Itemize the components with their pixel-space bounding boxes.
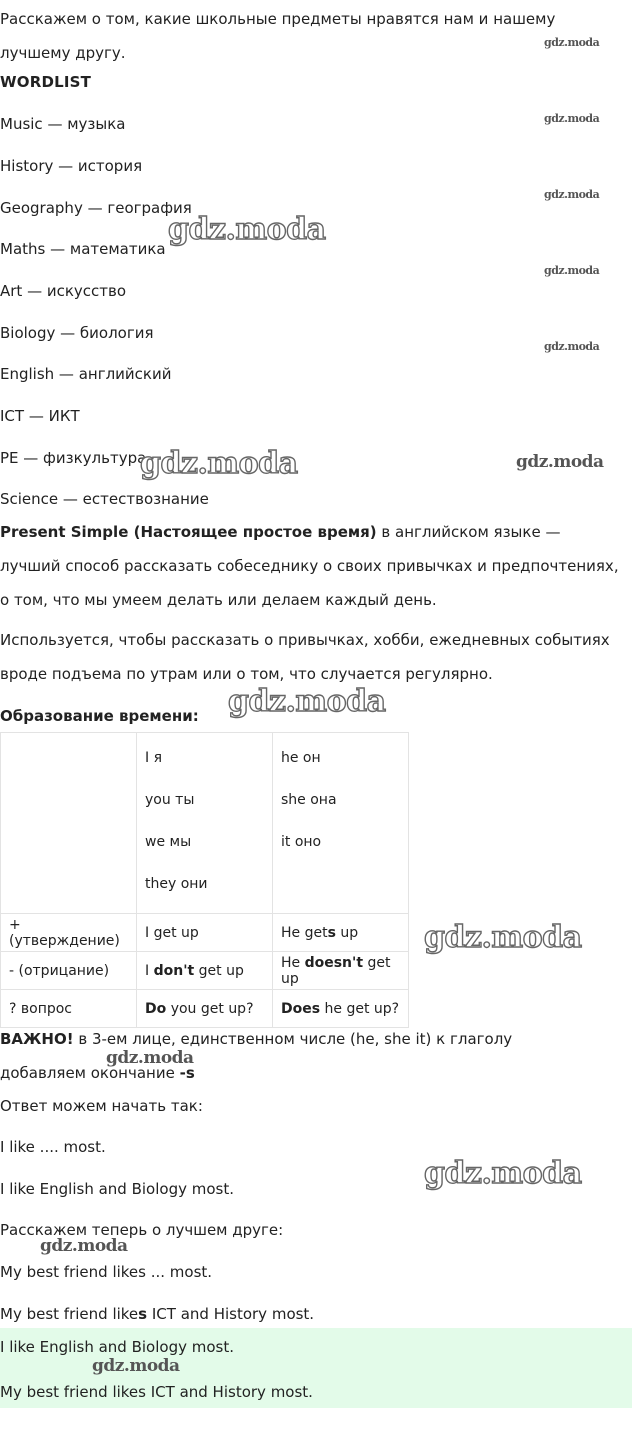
table-cell: Does he get up?	[273, 990, 409, 1028]
pronoun: it оно	[281, 834, 322, 850]
tense-table	[0, 732, 409, 1028]
table-cell: I don't get up	[137, 952, 273, 990]
friend-intro-text: Расскажем теперь о лучшем друге:	[0, 1221, 284, 1239]
watermark-logo: gdz.moda	[544, 112, 600, 125]
present-simple-description: в английском языке — лучший способ рассказать собеседнику о своих привычках и предпочтениях, о том, что мы умеем делать или делаем каждый день.	[0, 523, 619, 609]
wordlist-item: PE — физкультура	[0, 449, 147, 467]
intro-text: Расскажем о том, какие школьные предметы нравятся нам и нашему лучшему другу.	[0, 10, 556, 62]
watermark-logo: gdz.moda	[140, 446, 298, 481]
answer-line: I like English and Biology most.	[0, 1338, 234, 1356]
usage-paragraph: Используется, чтобы рассказать о привычках, хобби, ежедневных событиях вроде подъема по утрам или о том, что случается регулярно.	[0, 631, 610, 683]
pronoun: you ты	[145, 792, 195, 808]
watermark-logo: gdz.moda	[424, 1156, 582, 1191]
row-label: ? вопрос	[1, 990, 137, 1028]
answer-template: I like .... most.	[0, 1138, 106, 1156]
wordlist-item: Science — естествознание	[0, 490, 209, 508]
wordlist-item: ICT — ИКТ	[0, 407, 80, 425]
watermark-logo: gdz.moda	[424, 920, 582, 955]
table-cell-pronouns-third	[273, 733, 409, 914]
table-cell: He gets up	[273, 914, 409, 952]
table-row	[1, 733, 409, 914]
friend-template: My best friend likes ... most.	[0, 1263, 213, 1281]
wordlist-item: Music — музыка	[0, 115, 126, 133]
watermark-logo: gdz.moda	[544, 340, 600, 353]
table-cell: Do you get up?	[137, 990, 273, 1028]
ending-label: -s	[179, 1064, 195, 1082]
wordlist-heading: WORDLIST	[0, 73, 92, 91]
table-cell: He doesn't get up	[273, 952, 409, 990]
row-label: + (утверждение)	[1, 914, 137, 952]
table-row	[1, 952, 409, 990]
wordlist-item: Art — искусство	[0, 282, 127, 300]
watermark-logo: gdz.moda	[106, 1048, 194, 1068]
pronoun: we мы	[145, 834, 192, 850]
table-cell-empty	[1, 733, 137, 914]
present-simple-paragraph	[0, 515, 620, 617]
answer-line: My best friend likes ICT and History most.	[0, 1383, 313, 1401]
watermark-logo: gdz.moda	[516, 452, 604, 472]
important-label: ВАЖНО!	[0, 1030, 74, 1048]
wordlist-item: History — история	[0, 157, 143, 175]
watermark-logo: gdz.moda	[168, 212, 326, 247]
watermark-logo: gdz.moda	[544, 264, 600, 277]
watermark-logo: gdz.moda	[92, 1356, 180, 1376]
watermark-logo: gdz.moda	[544, 188, 600, 201]
start-answer-text: Ответ можем начать так:	[0, 1097, 203, 1115]
answer-example: I like English and Biology most.	[0, 1180, 234, 1198]
wordlist-item: Biology — биология	[0, 324, 154, 342]
wordlist-item: Geography — география	[0, 199, 192, 217]
important-note: ВАЖНО! в 3-ем лице, единственном числе (he, she it) к глаголу добавляем окончание -s	[0, 1030, 513, 1082]
present-simple-term: Present Simple (Настоящее простое время)	[0, 523, 377, 541]
formation-heading: Образование времени:	[0, 707, 199, 725]
pronoun: I я	[145, 750, 163, 766]
friend-example: My best friend likes ICT and History most.	[0, 1305, 315, 1323]
pronoun: he он	[281, 750, 321, 766]
watermark-logo: gdz.moda	[40, 1236, 128, 1256]
wordlist-item: Maths — математика	[0, 240, 166, 258]
pronoun: she она	[281, 792, 337, 808]
table-row	[1, 914, 409, 952]
table-cell: I get up	[137, 914, 273, 952]
watermark-logo: gdz.moda	[544, 36, 600, 49]
row-label: - (отрицание)	[1, 952, 137, 990]
pronoun: they они	[145, 876, 208, 892]
wordlist-item: English — английский	[0, 365, 172, 383]
table-cell-pronouns-plural	[137, 733, 273, 914]
watermark-logo: gdz.moda	[228, 684, 386, 719]
